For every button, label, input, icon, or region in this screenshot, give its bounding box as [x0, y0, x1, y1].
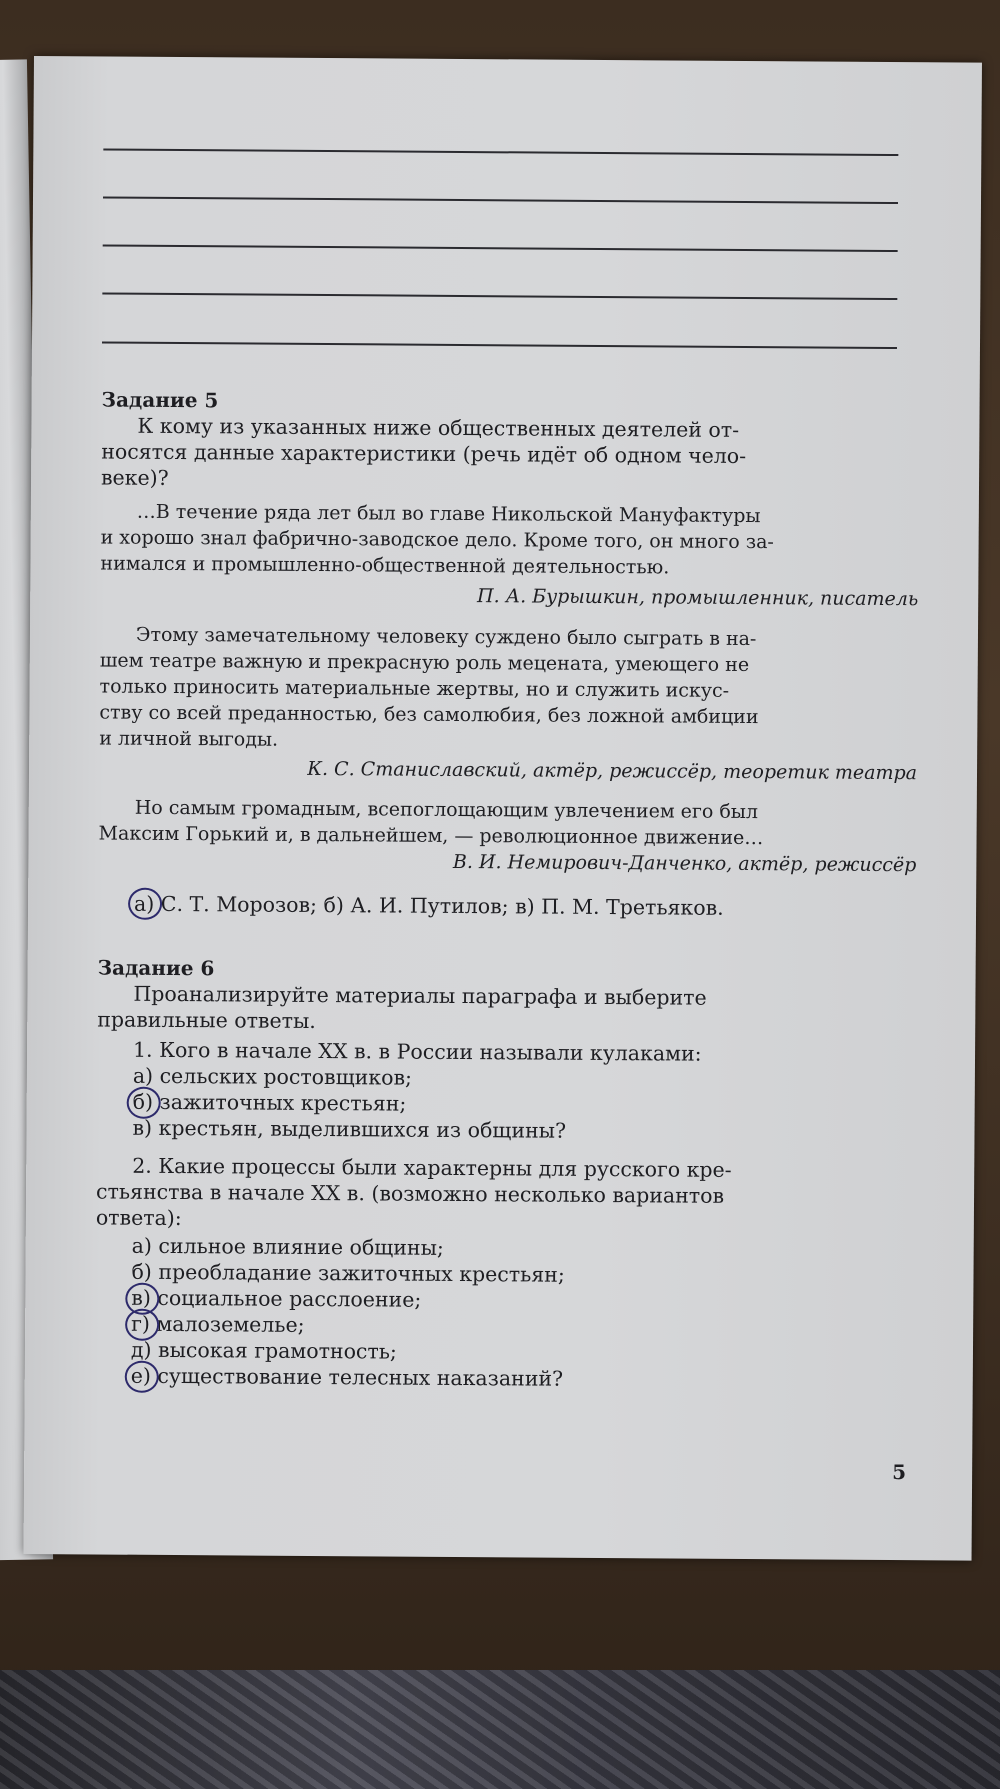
task6-q1-text: 1. Кого в начале XX в. в России называли кулаками:: [132, 1037, 702, 1066]
answer-line-3[interactable]: [103, 244, 898, 252]
answer-circle-q1-b: [127, 1087, 161, 1119]
quote3-line-1: Но самым громадным, всепоглощающим увлечением его был: [134, 796, 759, 824]
task6-q1-answer-c: в) крестьян, выделившихся из общины?: [132, 1115, 567, 1143]
answer-line-5[interactable]: [102, 341, 897, 349]
quote1-line-2: и хорошо знал фабрично-заводское дело. Кроме того, он много за-: [100, 526, 774, 554]
task5-heading: Задание 5: [101, 387, 219, 413]
task6-q2-answer-f: е) существование телесных наказаний?: [130, 1363, 564, 1391]
task6-q1-answer-a: а) сельских ростовщиков;: [132, 1063, 413, 1090]
task6-q2-answer-c: в) социальное расслоение;: [131, 1285, 422, 1312]
quote2-line-2: шем театре важную и прекрасную роль мецената, умеющего не: [99, 649, 750, 677]
task6-q2-answer-b: б) преобладание зажиточных крестьян;: [131, 1259, 565, 1287]
task5-question-line-2: носятся данные характеристики (речь идёт об одном чело-: [101, 439, 747, 468]
task6-q2-line-3: ответа):: [95, 1205, 182, 1231]
quote2-line-4: ству со всей преданностью, без самолюбия, без ложной амбиции: [99, 701, 759, 729]
page-number: 5: [892, 1460, 907, 1485]
quote3-author: В. И. Немирович-Данченко, актёр, режиссёр: [452, 850, 917, 877]
quote2-author: К. С. Станиславский, актёр, режиссёр, теоретик театра: [307, 757, 918, 785]
quote3-line-2: Максим Горький и, в дальнейшем, — революционное движение…: [98, 822, 764, 850]
answer-line-2[interactable]: [103, 196, 898, 204]
answer-line-4[interactable]: [102, 292, 897, 300]
task6-intro-line-2: правильные ответы.: [97, 1007, 316, 1033]
answer-circle-q2-f: [125, 1361, 159, 1393]
task5-question-line-3: веке)?: [100, 465, 169, 490]
quote2-line-1: Этому замечательному человеку суждено было сыграть в на-: [135, 623, 757, 651]
task6-q2-answer-a: а) сильное влияние общины;: [131, 1233, 444, 1260]
quote1-line-1: …В течение ряда лет был во главе Никольской Мануфактуры: [136, 500, 761, 528]
task6-q2-line-2: стьянства в начале XX в. (возможно несколько вариантов: [95, 1179, 725, 1208]
task6-heading: Задание 6: [97, 955, 215, 981]
task6-q2-line-1: 2. Какие процессы были характерны для русского кре-: [132, 1153, 732, 1182]
workbook-page: [24, 56, 982, 1561]
answer-circle-task5-a: [128, 888, 162, 920]
task6-q2-answer-e: д) высокая грамотность;: [130, 1337, 397, 1364]
task6-q1-answer-b: б) зажиточных крестьян;: [132, 1089, 407, 1116]
task5-options: а) С. Т. Морозов; б) А. И. Путилов; в) П. М. Третьяков.: [134, 891, 724, 920]
quote2-line-5: и личной выгоды.: [99, 727, 279, 751]
quote1-author: П. А. Бурышкин, промышленник, писатель: [477, 585, 919, 611]
quote2-line-3: только приносить материальные жертвы, но и служить искус-: [99, 675, 730, 702]
task5-question-line-1: К кому из указанных ниже общественных деятелей от-: [137, 413, 740, 442]
task6-q2-answer-d: г) малоземелье;: [131, 1311, 305, 1337]
answer-line-1[interactable]: [103, 148, 898, 156]
cloth-background: [0, 1670, 1000, 1789]
answer-circle-q2-d: [125, 1309, 159, 1341]
task6-intro-line-1: Проанализируйте материалы параграфа и выберите: [133, 981, 707, 1010]
quote1-line-3: нимался и промышленно-общественной деятельностью.: [100, 552, 670, 579]
